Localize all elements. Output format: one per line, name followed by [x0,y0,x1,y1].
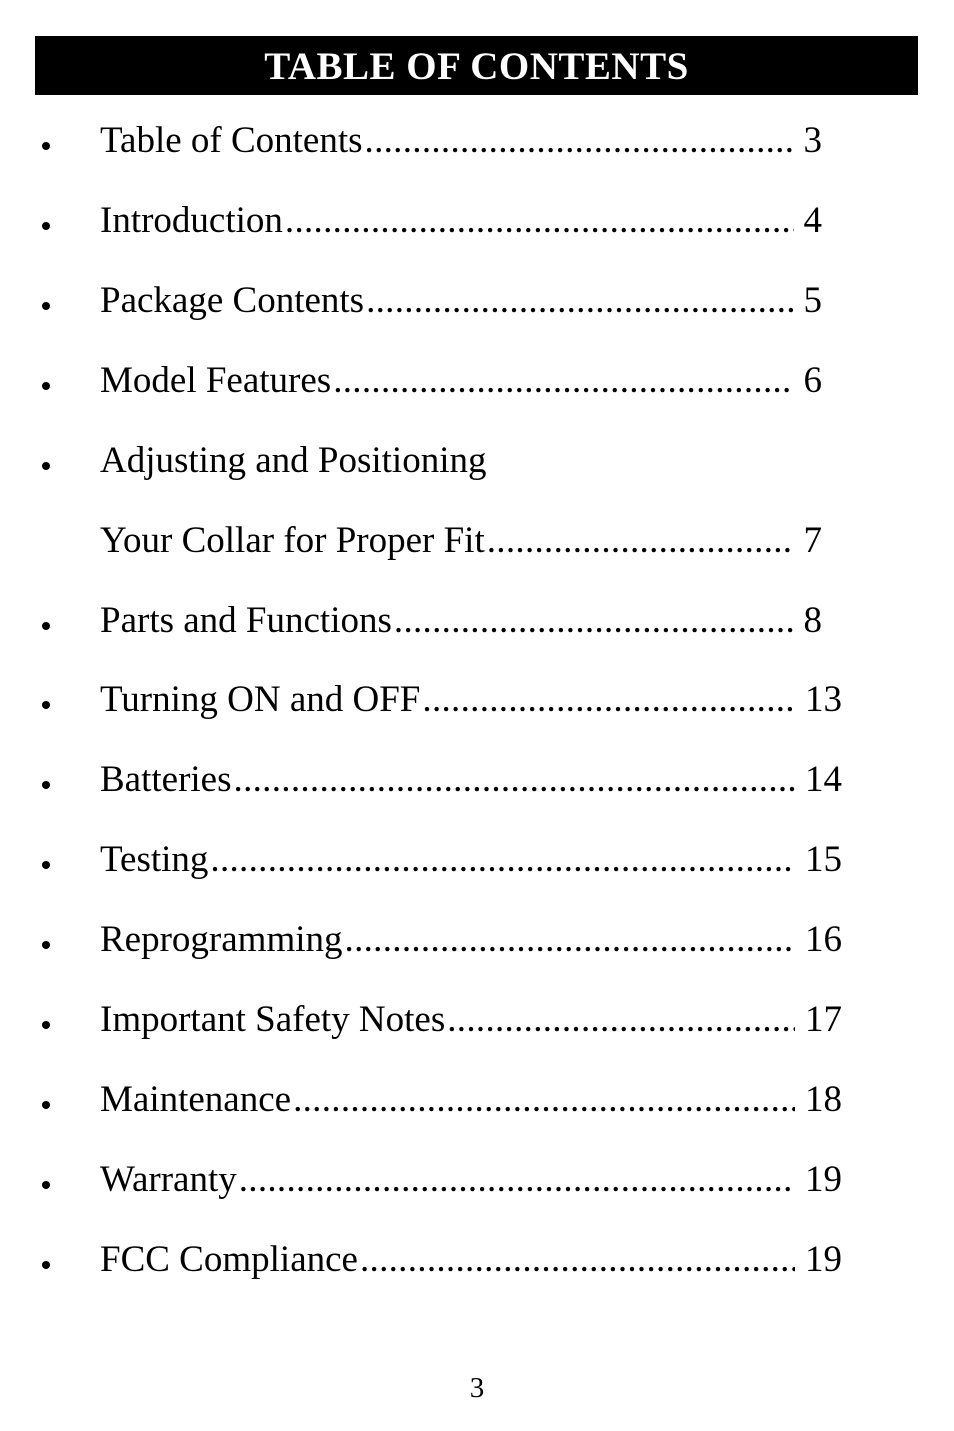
toc-entry-maintenance[interactable] [0,1070,954,1130]
toc-entry-label: Turning ON and OFF [100,679,421,720]
page-number: 3 [469,1372,485,1404]
dot-leader [360,1230,795,1290]
bullet-icon [38,910,58,970]
toc-entry-page: 3 [803,120,822,161]
bullet-icon [38,351,58,411]
toc-entry-adjusting-and-positioning[interactable] [0,431,954,491]
dot-leader [366,271,793,331]
toc-entry-page: 4 [803,200,822,241]
dot-leader [285,191,794,251]
toc-entry-label: Parts and Functions [100,600,392,641]
toc-entry-page: 19 [805,1239,842,1280]
toc-entry-label: Model Features [100,360,332,401]
toc-entry-page: 16 [805,919,842,960]
toc-entry-reprogramming[interactable] [0,910,954,970]
bullet-icon [38,990,58,1050]
toc-entry-page: 17 [805,999,842,1040]
bullet-icon [38,1150,58,1210]
page-title: TABLE OF CONTENTS [264,45,689,88]
toc-entry-page: 18 [805,1079,842,1120]
toc-entry-label: Important Safety Notes [100,999,446,1040]
bullet-icon [38,431,58,491]
toc-entry-table-of-contents[interactable] [0,111,954,171]
dot-leader [365,111,794,171]
dot-leader [487,511,794,571]
toc-entry-introduction[interactable] [0,191,954,251]
toc-entry-page: 14 [805,759,842,800]
dot-leader [210,830,795,890]
toc-entry-important-safety-notes[interactable] [0,990,954,1050]
toc-entry-label: Table of Contents [100,120,363,161]
dot-leader [333,351,793,411]
bullet-icon [38,1070,58,1130]
toc-entry-page: 13 [805,679,842,720]
toc-entry-page: 19 [805,1159,842,1200]
dot-leader [447,990,795,1050]
dot-leader [422,670,795,730]
toc-entry-label: Introduction [100,200,283,241]
toc-entry-label: Reprogramming [100,919,343,960]
toc-entry-label: Adjusting and Positioning [100,440,487,481]
toc-entry-label: Warranty [100,1159,237,1200]
bullet-icon [38,111,58,171]
bullet-icon [38,1230,58,1290]
dot-leader [239,1150,795,1210]
toc-entry-label: FCC Compliance [100,1239,358,1280]
toc-entry-label: Maintenance [100,1079,292,1120]
dot-leader [293,1070,795,1130]
toc-entry-batteries[interactable] [0,750,954,810]
toc-entry-model-features[interactable] [0,351,954,411]
bullet-icon [38,750,58,810]
toc-entry-label: Package Contents [100,280,365,321]
bullet-icon [38,830,58,890]
bullet-icon [38,591,58,651]
dot-leader [394,591,794,651]
toc-entry-package-contents[interactable] [0,271,954,331]
toc-entry-label: Testing [100,839,209,880]
bullet-icon [38,271,58,331]
dot-leader [345,910,795,970]
toc-entry-testing[interactable] [0,830,954,890]
toc-entry-page: 7 [803,520,822,561]
bullet-icon [38,670,58,730]
toc-entry-page: 15 [805,839,842,880]
toc-entry-page: 8 [803,600,822,641]
toc-entry-turning-on-and-off[interactable] [0,670,954,730]
toc-entry-page: 5 [803,280,822,321]
toc-entry-page: 6 [803,360,822,401]
toc-entry-label: Batteries [100,759,232,800]
bullet-icon [38,191,58,251]
toc-entry-fcc-compliance[interactable] [0,1230,954,1290]
dot-leader [234,750,795,810]
toc-entry-parts-and-functions[interactable] [0,591,954,651]
toc-entry-warranty[interactable] [0,1150,954,1210]
toc-entry-label: Your Collar for Proper Fit [100,520,485,561]
toc-entry-proper-fit-continuation[interactable] [0,511,954,571]
